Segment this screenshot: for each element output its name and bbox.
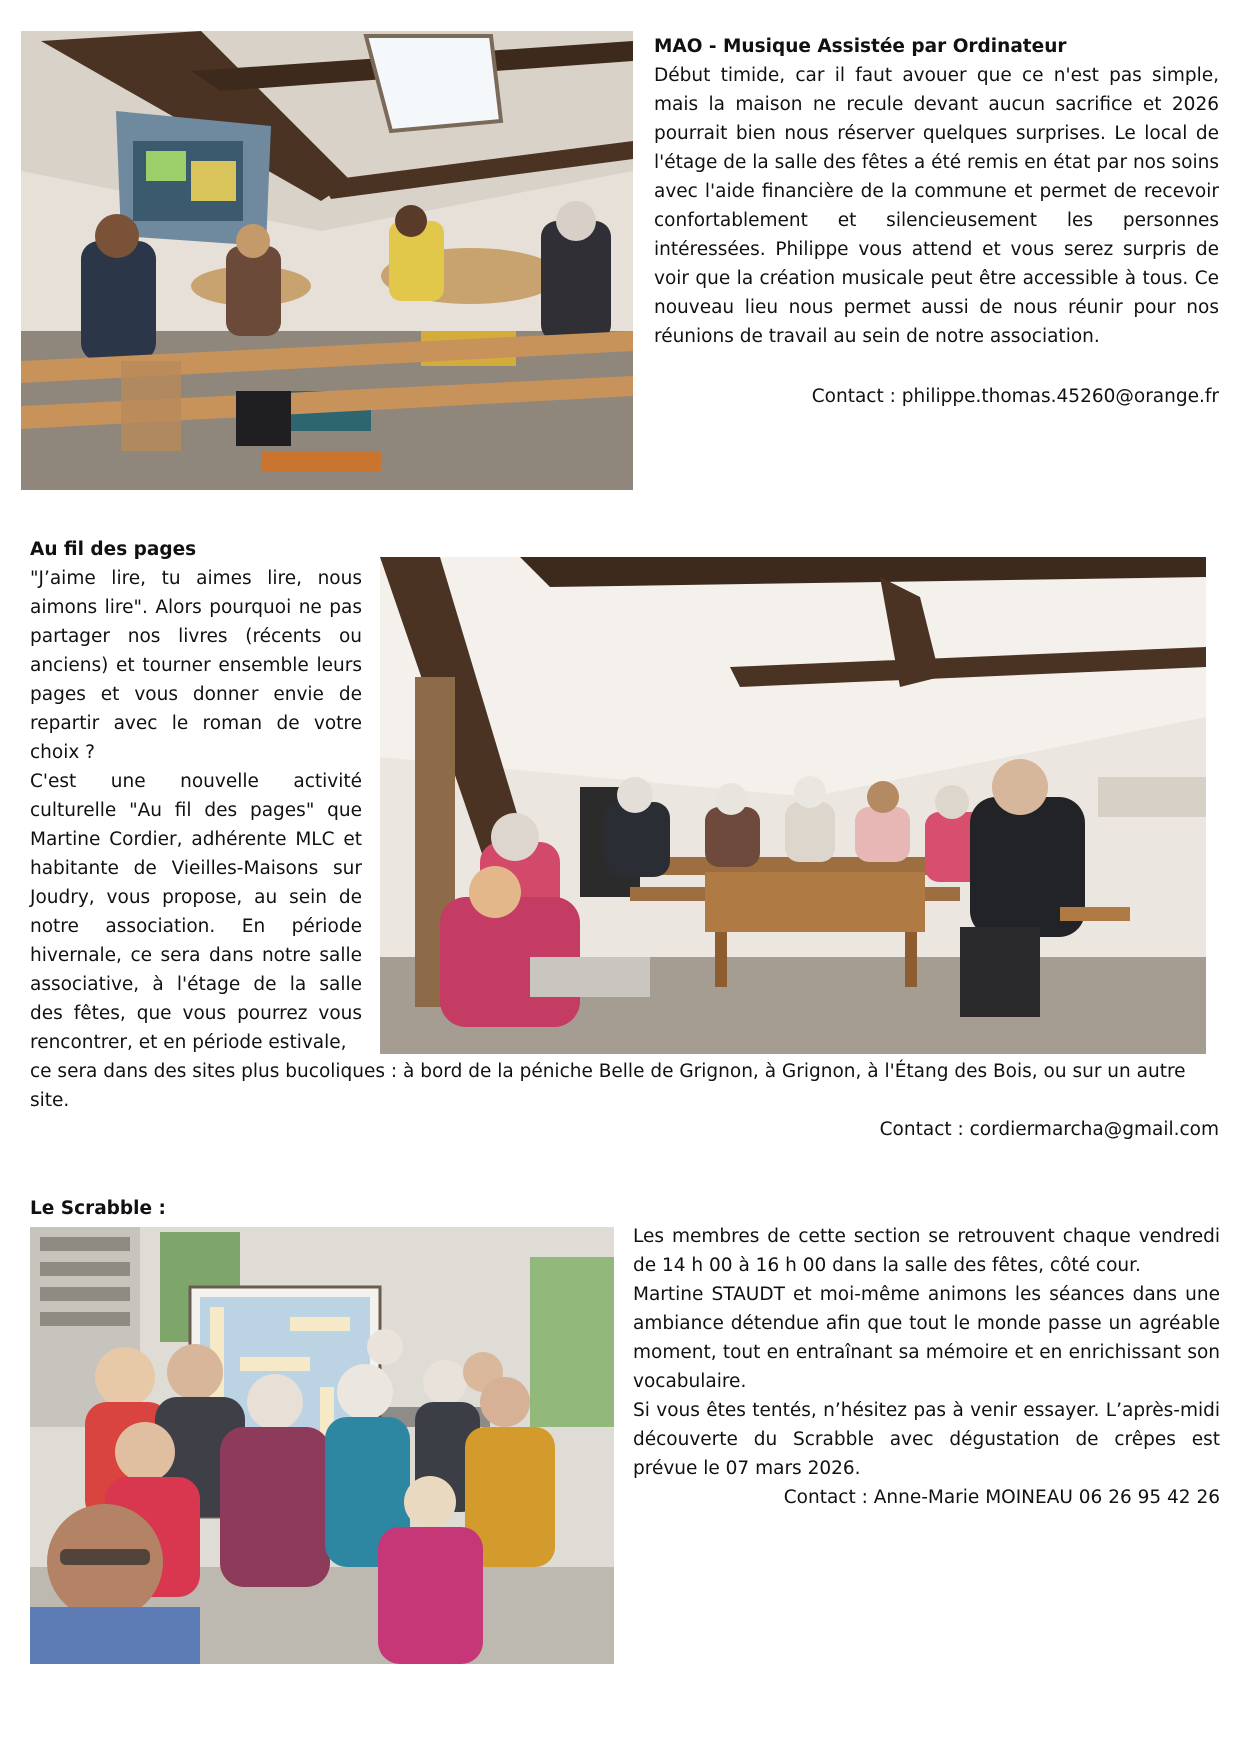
mao-contact: Contact : philippe.thomas.45260@orange.fr	[811, 386, 1219, 407]
mao-section-title: MAO - Musique Assistée par Ordinateur	[654, 36, 1067, 57]
pages-intro-paragraph: "J’aime lire, tu aimes lire, nous aimons lire". Alors pourquoi ne pas partager nos livres (récents ou anciens) et tourner ensemble leurs pages et vous donner envie de repartir avec le roman de votre choix ?	[30, 568, 362, 763]
pages-continuation-text: ce sera dans des sites plus bucoliques : à bord de la péniche Belle de Grignon, à Grignon, à l'Étang des Bois, ou sur un autre site.	[30, 1061, 1186, 1111]
pages-section-title: Au fil des pages	[30, 539, 197, 560]
scrabble-schedule-paragraph: Les membres de cette section se retrouvent chaque vendredi de 14 h 00 à 16 h 00 dans la salle des fêtes, côté cour.	[633, 1226, 1220, 1276]
scrabble-animation-paragraph: Martine STAUDT et moi-même animons les séances dans une ambiance détendue afin que tout le monde passe un agréable moment, tout en entraînant sa mémoire et en enrichissant son vocabulaire.	[633, 1284, 1220, 1392]
scrabble-contact: Contact : Anne-Marie MOINEAU 06 26 95 42 26	[783, 1487, 1220, 1508]
scrabble-section-title: Le Scrabble :	[30, 1198, 166, 1219]
pages-activity-paragraph: C'est une nouvelle activité culturelle "Au fil des pages" que Martine Cordier, adhérente MLC et habitante de Vieilles-Maisons sur Joudry, vous propose, au sein de notre association. En période hivernale, ce sera dans notre salle associative, à l'étage de la salle des fêtes, que vous pourrez vous rencontrer, et en période estivale,	[30, 771, 362, 1053]
photo-scrabble-group	[30, 1227, 614, 1664]
pages-contact: Contact : cordiermarcha@gmail.com	[879, 1119, 1219, 1140]
scrabble-invitation-paragraph: Si vous êtes tentés, n’hésitez pas à venir essayer. L’après-midi découverte du Scrabble avec dégustation de crêpes est prévue le 07 mars 2026.	[633, 1400, 1220, 1479]
photo-mao-room	[21, 31, 633, 490]
photo-reading-group	[380, 557, 1206, 1054]
scrabble-section-text	[633, 1222, 1220, 1512]
pages-section-left-column	[30, 564, 362, 1057]
mao-section-body: Début timide, car il faut avouer que ce n'est pas simple, mais la maison ne recule devant aucun sacrifice et 2026 pourrait bien nous réserver quelques surprises. Le local de l'étage de la salle des fêtes a été remis en état par nos soins avec l'aide financière de la commune et permet de recevoir confortablement et silencieusement les personnes intéressées. Philippe vous attend et vous serez surpris de voir que la création musicale peut être accessible à tous. Ce nouveau lieu nous permet aussi de nous réunir pour nos réunions de travail au sein de notre association.	[654, 65, 1219, 347]
